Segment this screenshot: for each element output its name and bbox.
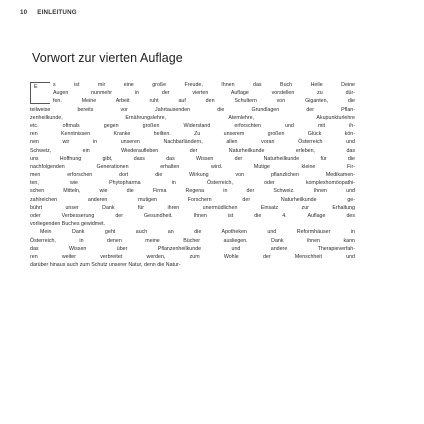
text-line: ren Kenntnissen Kranke heilten. Zu unserem großen Glück kön- — [30, 131, 355, 138]
text-line: teilweise bereits vor Jahrtausenden die Grundlagen der Pflan- — [30, 106, 355, 113]
text-line: zenheilkunde, Ernährungslehre, Atemlehre, Akupunkturlehre — [30, 114, 355, 121]
text-line: das Wissen über Pflanzenheilkunde und andere Therapieverfah- — [30, 245, 355, 252]
text-line: Mein Dank geht auch an die Apotheken und Reformhäuser in — [40, 229, 355, 236]
text-line: ten, wie Phytopharma in Österreich, oder komplexhomöopathi- — [30, 180, 355, 187]
text-line: darüber hinaus auch zum Schutz unserer Natur, denn die Natur- — [30, 262, 181, 269]
text-line: nen wir in unseren Nachbarländern, allen voran Österreich und — [30, 139, 355, 146]
text-line: s ist mir eine große Freude, Ihnen das Buch Heile Deine — [53, 82, 355, 88]
page-number: 10 — [20, 9, 28, 16]
text-line: Schweiz, ein Wiederaufleben der Naturheilkunde erleben, das — [30, 147, 355, 154]
text-line: vorliegenden Buches gewidmet. — [30, 221, 106, 228]
text-line: etc. oftmals gegen großen Widerstand erforschten und mit ih- — [30, 122, 355, 129]
text-line: nachfolgenden Generationen erhalten wird. Mutige kleine Fir- — [30, 163, 355, 170]
drop-initial-letter-text: E — [34, 84, 38, 90]
running-head — [20, 9, 77, 16]
text-line: bührt unser Dank für ihren unermüdlichen Einsatz zur Erhaltung — [30, 204, 355, 211]
drop-initial-letter — [30, 82, 50, 104]
text-line: Augen nunmehr in der vierten Auflage vorstellen zu dür- — [53, 90, 355, 97]
text-line: uns Hoffnung gibt, dass das Wissen der Naturheilkunde für die — [30, 155, 355, 162]
text-line: ren weiter verbreitet werden, zum Wohle der Menschheit und — [30, 253, 355, 260]
chapter-title: Vorwort zur vierten Auflage — [32, 51, 183, 65]
text-line: men erforschen dort die Wirkung von pflanzlichen Medikamen- — [30, 172, 355, 179]
text-line: Österreich, in denen meine Bücher ausliegen. Dank ihnen kann — [30, 237, 355, 244]
section-label: EINLEITUNG — [37, 9, 77, 16]
text-line: fen. Meine Arbeit ruht auf den Schultern von Giganten, die — [53, 98, 355, 105]
text-line: schen Mitteln, wie die Firma Regena in der Schweiz. Ihnen und — [30, 188, 355, 195]
paragraph-1 — [30, 81, 355, 228]
body-text — [30, 81, 355, 269]
text-line: oder Verbesserung der Gesundheit. Ihnen ist die 4. Auflage des — [30, 213, 355, 219]
text-line: zahlreichen anderen mutigen Forschern der Naturheilkunde ge- — [30, 196, 355, 203]
paragraph-2 — [30, 228, 355, 269]
